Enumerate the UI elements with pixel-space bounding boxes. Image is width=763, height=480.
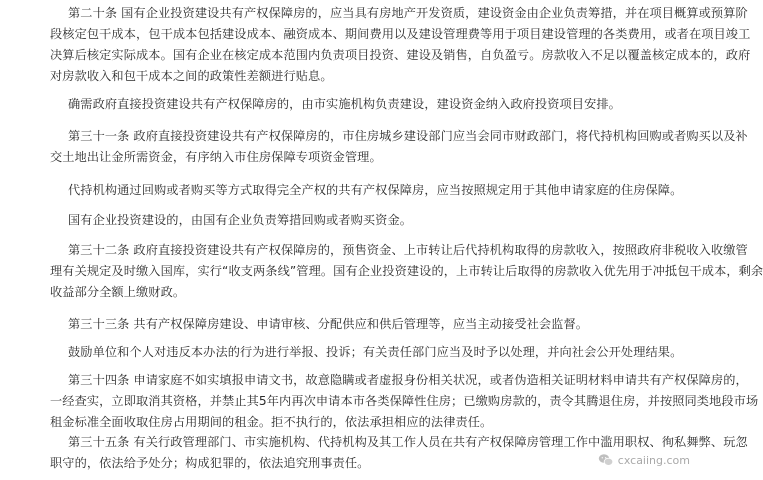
text-line: 对房款收入和包干成本之间的政策性差额进行贴息。	[50, 69, 333, 83]
text-line: 第三十一条 政府直接投资建设共有产权保障房的，市住房城乡建设部门应当会同市财政部门，将代持机构回购或者购买以及补	[68, 129, 748, 143]
text-line: 鼓励单位和个人对违反本办法的行为进行举报、投诉；有关责任部门应当及时予以处理，并向社会公开处理结果。	[68, 345, 683, 359]
paragraph-soe-funding	[50, 210, 672, 231]
text-line: 确需政府直接投资建设共有产权保障房的，由市实施机构负责建设，建设资金纳入政府投资项目安排。	[68, 97, 621, 111]
wechat-icon	[598, 452, 614, 468]
watermark	[598, 452, 690, 468]
watermark-text: cxcaiing.com	[617, 453, 690, 467]
text-line: 第二十条 国有企业投资建设共有产权保障房的，应当具有房地产开发资质，建设资金由企业负责筹措，并在项目概算或预算阶	[68, 6, 748, 20]
text-line: 代持机构通过回购或者购买等方式取得完全产权的共有产权保障房，应当按照规定用于其他申请家庭的住房保障。	[68, 183, 683, 197]
text-line: 第三十四条 申请家庭不如实填报申请文书，故意隐瞒或者虚报身份相关状况，或者伪造相关证明材料申请共有产权保障房的，	[68, 373, 748, 387]
text-line: 决算后核定实际成本。国有企业在核定成本范围内负责项目投资、建设及销售，自负盈亏。房款收入不足以覆盖核定成本的，政府	[50, 48, 751, 62]
text-line: 理有关规定及时缴入国库，实行“收支两条线”管理。国有企业投资建设的，上市转让后取得的房款收入优先用于冲抵包干成本，剩余	[50, 264, 763, 278]
article-31	[50, 126, 748, 168]
text-line: 段核定包干成本，包干成本包括建设成本、融资成本、期间费用以及建设管理费等用于项目建设管理的各类费用，或者在项目竣工	[50, 27, 751, 41]
text-line: 交土地出让金所需资金，有序纳入市住房保障专项资金管理。	[50, 150, 382, 164]
text-line: 职守的，依法给予处分；构成犯罪的，依法追究刑事责任。	[50, 456, 370, 470]
text-line: 收益部分全额上缴财政。	[50, 285, 186, 299]
text-line: 国有企业投资建设的，由国有企业负责筹措回购或者购买资金。	[68, 213, 413, 227]
text-line: 一经查实，立即取消其资格，并禁止其5年内再次申请本市各类保障性住房；已缴购房款的，责令其腾退住房，并按照同类地段市场	[50, 394, 759, 408]
text-line: 租金标准全面收取住房占用期间的租金。拒不执行的，依法承担相应的法律责任。	[50, 415, 493, 429]
text-line: 第三十三条 共有产权保障房建设、申请审核、分配供应和供后管理等，应当主动接受社会监督。	[68, 317, 589, 331]
article-30	[50, 3, 751, 87]
article-35	[50, 432, 748, 474]
paragraph-direct-investment	[50, 94, 672, 115]
article-32	[50, 240, 763, 303]
paragraph-repurchase	[50, 180, 683, 201]
article-34	[50, 370, 759, 433]
text-line: 第三十二条 政府直接投资建设共有产权保障房的，预售资金、上市转让后代持机构取得的房款收入，按照政府非税收入收缴管	[68, 243, 748, 257]
text-line: 第三十五条 有关行政管理部门、市实施机构、代持机构及其工作人员在共有产权保障房管理工作中滥用职权、徇私舞弊、玩忽	[68, 435, 748, 449]
article-33	[50, 314, 672, 335]
paragraph-reporting	[50, 342, 683, 363]
